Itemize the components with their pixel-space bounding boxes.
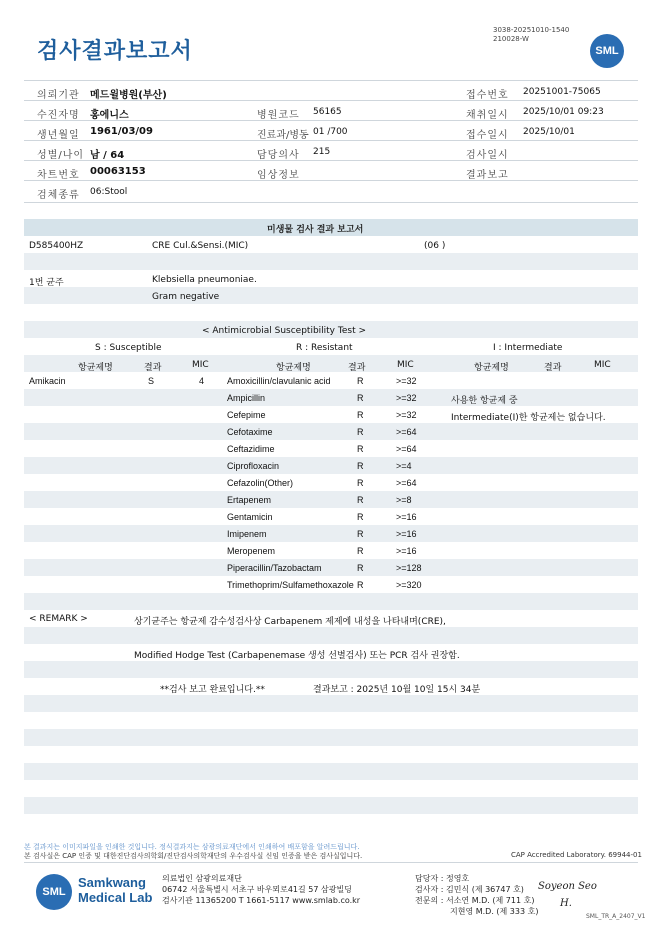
col2-drug: Cefotaxime <box>227 427 273 437</box>
row-band <box>24 423 638 440</box>
col2-result: R <box>357 461 364 471</box>
remark-label: < REMARK > <box>29 614 88 624</box>
dob-label: 생년월일 <box>37 130 80 141</box>
row-band <box>24 695 638 712</box>
col2-mic-header: MIC <box>397 360 414 370</box>
institution-label: 의뢰기관 <box>37 90 80 101</box>
col3-mic-header: MIC <box>594 360 611 370</box>
row-band <box>24 525 638 542</box>
col2-mic: >=32 <box>396 393 417 403</box>
footer-divider <box>24 862 638 863</box>
col1-drug: Amikacin <box>29 376 66 386</box>
row-band <box>24 729 638 746</box>
col2-drug: Cefazolin(Other) <box>227 478 294 488</box>
result-report-label: 결과보고 <box>466 170 509 181</box>
col2-mic: >=8 <box>396 495 412 505</box>
col2-result: R <box>357 393 364 403</box>
row-band <box>24 763 638 780</box>
header-divider <box>24 160 638 161</box>
col2-mic: >=128 <box>396 563 422 573</box>
col2-drug: Amoxicillin/clavulanic acid <box>227 376 331 386</box>
col2-drug: Piperacillin/Tazobactam <box>227 563 322 573</box>
col2-mic: >=4 <box>396 461 412 471</box>
sex-age-value: 남 / 64 <box>90 150 125 161</box>
header-divider <box>24 202 638 203</box>
intermediate-note-line-1: 사용한 항균제 중 <box>451 396 518 406</box>
header-divider <box>24 80 638 81</box>
gram-stain: Gram negative <box>152 292 220 302</box>
document-code <box>493 26 569 44</box>
col1-drug-header: 항균제명 <box>78 363 113 373</box>
patient-value: 홍에니스 <box>90 110 129 121</box>
staff-specialist-1: 전문의 : 서소연 M.D. (제 711 호) <box>415 896 535 905</box>
specimen-value: 06:Stool <box>90 187 128 197</box>
col2-result: R <box>357 580 364 590</box>
doctor-label: 담당의사 <box>257 150 300 161</box>
col2-result: R <box>357 546 364 556</box>
col2-mic: >=16 <box>396 512 417 522</box>
col1-result: S <box>148 376 155 386</box>
patient-label: 수진자명 <box>37 110 80 121</box>
test-code: D585400HZ <box>29 241 84 251</box>
col2-drug: Imipenem <box>227 529 267 539</box>
ast-title: < Antimicrobial Susceptibility Test > <box>202 326 366 336</box>
row-band <box>24 559 638 576</box>
row-band <box>24 253 638 270</box>
test-name: CRE Cul.&Sensi.(MIC) <box>152 241 249 251</box>
hospital-code-label: 병원코드 <box>257 110 300 121</box>
section-title: 미생물 검사 결과 보고서 <box>267 225 364 235</box>
row-band <box>24 389 638 406</box>
col2-drug: Ciprofloxacin <box>227 461 280 471</box>
row-band <box>24 491 638 508</box>
col2-result-header: 결과 <box>348 363 366 373</box>
col2-drug-header: 항균제명 <box>276 363 311 373</box>
form-code: SML_TR_A_2407_V1 <box>586 913 646 920</box>
document-code-line-2: 210028-W <box>493 35 529 43</box>
col2-drug: Trimethoprim/Sulfamethoxazole <box>227 580 354 590</box>
col2-mic: >=16 <box>396 546 417 556</box>
col2-drug: Gentamicin <box>227 512 273 522</box>
org-address: 06742 서울특별시 서초구 바우뫼로41길 57 삼광빌딩 <box>162 885 352 894</box>
col2-result: R <box>357 563 364 573</box>
col2-drug: Ertapenem <box>227 495 272 505</box>
col1-mic: 4 <box>199 376 205 386</box>
row-band <box>24 287 638 304</box>
specimen-label: 검체종류 <box>37 190 80 201</box>
receipt-no-label: 접수번호 <box>466 90 509 101</box>
report-title: 검사결과보고서 <box>37 39 193 64</box>
signature-2: H. <box>560 898 572 909</box>
col2-result: R <box>357 410 364 420</box>
col2-drug: Meropenem <box>227 546 276 556</box>
col2-result: R <box>357 478 364 488</box>
test-date-label: 검사일시 <box>466 150 509 161</box>
col2-mic: >=320 <box>396 580 422 590</box>
col2-result: R <box>357 512 364 522</box>
samkwang-logo-icon: SML <box>36 874 72 910</box>
org-name: 의료법인 삼광의료재단 <box>162 874 242 883</box>
logo-line-2: Medical Lab <box>78 890 153 905</box>
col2-drug: Ceftazidime <box>227 444 275 454</box>
logo-line-1: Samkwang <box>78 875 146 890</box>
legend-resistant: R : Resistant <box>296 343 353 353</box>
row-band <box>24 457 638 474</box>
samkwang-logo-text <box>78 875 152 905</box>
col2-mic: >=16 <box>396 529 417 539</box>
col2-result: R <box>357 444 364 454</box>
chart-no-label: 차트번호 <box>37 170 80 181</box>
row-band <box>24 593 638 610</box>
org-contact: 검사기관 11365200 T 1661-5117 www.smlab.co.kr <box>162 896 361 905</box>
col2-result: R <box>357 495 364 505</box>
sml-logo-icon: SML <box>590 34 624 68</box>
dept-value: 01 /700 <box>313 127 348 137</box>
header-divider <box>24 180 638 181</box>
dob-value: 1961/03/09 <box>90 126 153 137</box>
row-band <box>24 661 638 678</box>
col2-mic: >=32 <box>396 410 417 420</box>
col1-result-header: 결과 <box>144 363 162 373</box>
specimen-code: (06 ) <box>424 241 446 251</box>
col1-mic-header: MIC <box>192 360 209 370</box>
receipt-date-label: 접수일시 <box>466 130 509 141</box>
cap-accreditation: CAP Accredited Laboratory. 69944-01 <box>511 851 642 859</box>
accreditation-statement: 본 검사실은 CAP 인증 및 대한진단검사의학회/진단검사의학재단의 우수검사실 신임 인증을 받은 검사실입니다. <box>24 852 363 860</box>
collect-date-label: 채취일시 <box>466 110 509 121</box>
hospital-code-value: 56165 <box>313 107 342 117</box>
remark-line-1: 상기균주는 항균제 감수성검사상 Carbapenem 제제에 내성을 나타내며(CRE), <box>134 617 446 627</box>
staff-manager: 담당자 : 정영호 <box>415 874 470 883</box>
col2-result: R <box>357 376 364 386</box>
organism-name: Klebsiella pneumoniae. <box>152 275 257 285</box>
intermediate-note-line-2: Intermediate(I)한 항균제는 없습니다. <box>451 413 606 423</box>
clinical-info-label: 임상정보 <box>257 170 300 181</box>
organism-label: 1번 균주 <box>29 278 64 288</box>
receipt-date-value: 2025/10/01 <box>523 127 575 137</box>
collect-date-value: 2025/10/01 09:23 <box>523 107 604 117</box>
col2-drug: Ampicillin <box>227 393 266 403</box>
row-band <box>24 797 638 814</box>
remark-line-2: Modified Hodge Test (Carbapenemase 생성 선별검사) 또는 PCR 검사 권장함. <box>134 651 460 661</box>
signature-1: Soyeon Seo <box>538 881 597 892</box>
legend-intermediate: I : Intermediate <box>493 343 563 353</box>
header-divider <box>24 140 638 141</box>
staff-specialist-2: 지현영 M.D. (제 333 호) <box>450 907 539 916</box>
receipt-no-value: 20251001-75065 <box>523 87 601 97</box>
report-complete-message: **검사 보고 완료입니다.** <box>160 685 265 695</box>
header-divider <box>24 100 638 101</box>
header-divider <box>24 120 638 121</box>
col2-mic: >=64 <box>396 478 417 488</box>
row-band <box>24 627 638 644</box>
col3-result-header: 결과 <box>544 363 562 373</box>
document-code-line-1: 3038-20251010-1540 <box>493 26 570 34</box>
sex-age-label: 성별/나이 <box>37 150 85 161</box>
doctor-value: 215 <box>313 147 331 157</box>
legend-susceptible: S : Susceptible <box>95 343 162 353</box>
col2-mic: >=32 <box>396 376 417 386</box>
col2-result: R <box>357 529 364 539</box>
institution-value: 메드윌병원(부산) <box>90 90 167 101</box>
col2-mic: >=64 <box>396 444 417 454</box>
col3-drug-header: 항균제명 <box>474 363 509 373</box>
print-disclaimer: 본 결과지는 이미지파일을 인쇄한 것입니다. 정식결과지는 삼광의료재단에서 인쇄하여 배포함을 알려드립니다. <box>24 843 360 851</box>
staff-tester: 검사자 : 김민식 (제 36747 호) <box>415 885 524 894</box>
col2-drug: Cefepime <box>227 410 266 420</box>
chart-no-value: 00063153 <box>90 166 146 177</box>
col2-result: R <box>357 427 364 437</box>
dept-label: 진료과/병동 <box>257 130 309 141</box>
col2-mic: >=64 <box>396 427 417 437</box>
report-timestamp: 결과보고 : 2025년 10월 10일 15시 34분 <box>313 685 481 695</box>
